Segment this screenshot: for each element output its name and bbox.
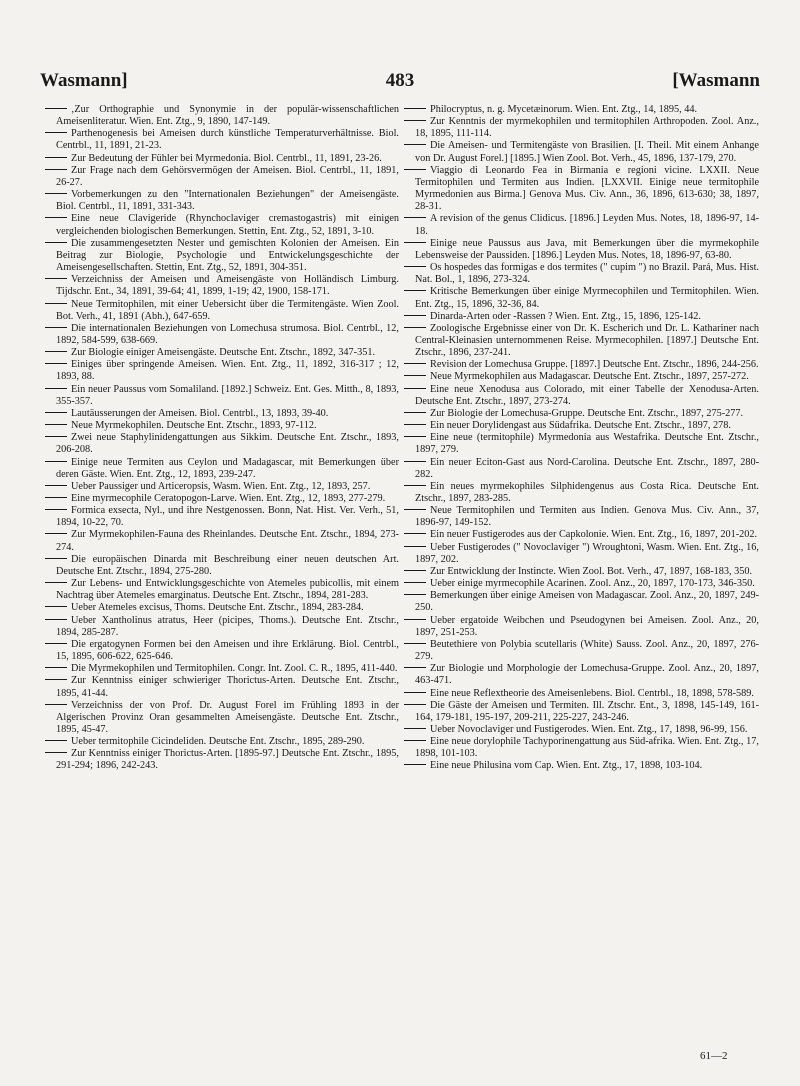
repeat-author-dash — [404, 116, 430, 128]
bibliography-entry — [404, 116, 759, 140]
repeat-author-dash — [45, 481, 71, 493]
bibliography-entry — [45, 274, 399, 298]
repeat-author-dash — [45, 274, 71, 286]
bibliography-entry — [45, 457, 399, 481]
bibliography-entry — [45, 615, 399, 639]
bibliography-entry — [404, 140, 759, 164]
repeat-author-dash — [45, 323, 71, 335]
repeat-author-dash — [404, 736, 430, 748]
bibliography-entry — [45, 323, 399, 347]
bibliography-entry — [404, 384, 759, 408]
bibliography-entry — [404, 529, 759, 541]
left-column — [45, 104, 399, 773]
repeat-author-dash — [404, 590, 430, 602]
entry-text: Neue Myrmekophilen aus Madagascar. Deutsche Ent. Ztschr., 1897, 257-272. — [430, 371, 749, 383]
bibliography-entry — [404, 286, 759, 310]
repeat-author-dash — [404, 311, 430, 323]
repeat-author-dash — [404, 639, 430, 651]
entry-text: Zur Biologie einiger Ameisengäste. Deutsche Ent. Ztschr., 1892, 347-351. — [71, 347, 376, 359]
bibliography-entry — [404, 505, 759, 529]
repeat-author-dash — [45, 736, 71, 748]
repeat-author-dash — [404, 663, 430, 675]
entry-text: Eine neue dorylophile Tachyporinengattung aus Süd-afrika. Wien. Ent. Ztg., 17, 1898, 101-103. — [415, 736, 759, 760]
entry-text: Os hospedes das formigas e dos termites (" cupim ") no Brazil. Pará, Mus. Hist. Nat. Bol., 1, 1896, 273-324. — [415, 262, 759, 286]
repeat-author-dash — [45, 529, 71, 541]
entry-text: Zur Lebens- und Entwicklungsgeschichte von Atemeles pubicollis, mit einem Nachtrag über Atemeles emarginatus. Deutsche Ent. Ztschr., 1894, 281-283. — [56, 578, 399, 602]
bibliography-entry — [45, 408, 399, 420]
entry-text: Die Gäste der Ameisen und Termiten. Ill. Ztschr. Ent., 3, 1898, 145-149, 161-164, 179-181, 195-197, 209-211, 225-227, 243-246. — [415, 699, 759, 723]
repeat-author-dash — [45, 748, 71, 760]
bibliography-entry — [404, 165, 759, 214]
bibliography-entry — [45, 736, 399, 748]
entry-text: Zur Myrmekophilen-Fauna des Rheinlandes. Deutsche Ent. Ztschr., 1894, 273-274. — [56, 529, 399, 553]
bibliography-entry — [45, 432, 399, 456]
repeat-author-dash — [404, 238, 430, 250]
entry-text: Bemerkungen über einige Ameisen von Madagascar. Zool. Anz., 20, 1897, 249-250. — [415, 590, 759, 614]
repeat-author-dash — [45, 700, 71, 712]
entry-text: Dinarda-Arten oder -Rassen ? Wien. Ent. Ztg., 15, 1896, 125-142. — [430, 310, 701, 322]
bibliography-entry — [45, 663, 399, 675]
repeat-author-dash — [45, 238, 71, 250]
bibliography-entry — [404, 481, 759, 505]
repeat-author-dash — [45, 408, 71, 420]
bibliography-entry — [45, 347, 399, 359]
repeat-author-dash — [404, 286, 430, 298]
bibliography-entry — [404, 639, 759, 663]
repeat-author-dash — [404, 262, 430, 274]
bibliography-entry — [45, 529, 399, 553]
repeat-author-dash — [45, 104, 71, 116]
entry-text: A revision of the genus Clidicus. [1896.] Leyden Mus. Notes, 18, 1896-97, 14-18. — [415, 213, 759, 237]
repeat-author-dash — [45, 432, 71, 444]
repeat-author-dash — [404, 724, 430, 736]
entry-text: Die internationalen Beziehungen von Lomechusa strumosa. Biol. Centrbl., 12, 1892, 584-599, 638-669. — [56, 322, 399, 346]
entry-text: Ueber einige myrmecophile Acarinen. Zool. Anz., 20, 1897, 170-173, 346-350. — [430, 578, 755, 590]
repeat-author-dash — [404, 384, 430, 396]
repeat-author-dash — [404, 420, 430, 432]
bibliography-entry — [45, 505, 399, 529]
repeat-author-dash — [404, 457, 430, 469]
bibliography-entry — [404, 432, 759, 456]
repeat-author-dash — [404, 578, 430, 590]
bibliography-entry — [45, 493, 399, 505]
entry-text: Ueber Paussiger und Articeropsis, Wasm. Wien. Ent. Ztg., 12, 1893, 257. — [71, 480, 371, 492]
entry-text: Neue Termitophilen, mit einer Uebersicht über die Termitengäste. Wien Zool. Bot. Verh., 41, 1891 (Abh.), 647-659. — [56, 298, 399, 322]
header-author-right: [Wasmann — [672, 70, 760, 91]
bibliography-entry — [404, 736, 759, 760]
repeat-author-dash — [404, 432, 430, 444]
entry-text: Zur Biologie der Lomechusa-Gruppe. Deutsche Ent. Ztschr., 1897, 275-277. — [430, 407, 744, 419]
entry-text: Die europäischen Dinarda mit Beschreibung einer neuen deutschen Art. Deutsche Ent. Ztschr., 1894, 275-280. — [56, 553, 399, 577]
bibliography-entry — [45, 384, 399, 408]
bibliography-entry — [404, 262, 759, 286]
bibliography-entry — [45, 748, 399, 772]
bibliography-entry — [404, 566, 759, 578]
entry-text: Zur Kenntnis der myrmekophilen und termitophilen Arthropoden. Zool. Anz., 18, 1895, 111-114. — [415, 116, 759, 140]
bibliography-entry — [45, 104, 399, 128]
repeat-author-dash — [45, 384, 71, 396]
entry-text: Viaggio di Leonardo Fea in Birmania e regioni vicine. LXXII. Neue Termitophilen und Termiten aus Indien. [LXXVII. Einige neue termitophile Myrmedonien aus Birma.] Genova Mus. Civ. Ann., 36, 1896, 613-630; 38, 1897, 28-31. — [415, 164, 759, 213]
entry-text: Zur Kenntniss einiger schwieriger Thorictus-Arten. Deutsche Ent. Ztschr., 1895, 41-44. — [56, 675, 399, 699]
bibliography-entry — [404, 420, 759, 432]
entry-text: Ein neuer Fustigerodes aus der Capkolonie. Wien. Ent. Ztg., 16, 1897, 201-202. — [430, 529, 758, 541]
entry-text: Zur Biologie und Morphologie der Lomechusa-Gruppe. Zool. Anz., 20, 1897, 463-471. — [415, 663, 759, 687]
entry-text: Lautäusserungen der Ameisen. Biol. Centrbl., 13, 1893, 39-40. — [71, 407, 329, 419]
repeat-author-dash — [45, 615, 71, 627]
bibliography-entry — [45, 554, 399, 578]
bibliography-entry — [404, 213, 759, 237]
bibliography-entry — [404, 688, 759, 700]
repeat-author-dash — [404, 408, 430, 420]
repeat-author-dash — [45, 663, 71, 675]
repeat-author-dash — [45, 153, 71, 165]
repeat-author-dash — [404, 760, 430, 772]
bibliography-entry — [45, 153, 399, 165]
repeat-author-dash — [404, 566, 430, 578]
repeat-author-dash — [404, 529, 430, 541]
bibliography-entry — [45, 165, 399, 189]
entry-text: Zwei neue Staphylinidengattungen aus Sikkim. Deutsche Ent. Ztschr., 1893, 206-208. — [56, 432, 399, 456]
bibliography-entry — [404, 724, 759, 736]
bibliography-entry — [45, 213, 399, 237]
entry-text: Vorbemerkungen zu den "Internationalen Beziehungen" der Ameisengäste. Biol. Centrbl., 11, 1891, 331-343. — [56, 189, 399, 213]
entry-text: Eine myrmecophile Ceratopogon-Larve. Wien. Ent. Ztg., 12, 1893, 277-279. — [71, 493, 386, 504]
bibliography-entry — [404, 371, 759, 383]
bibliography-entry — [45, 189, 399, 213]
bibliography-entry — [45, 299, 399, 323]
entry-text: Ueber Atemeles excisus, Thoms. Deutsche Ent. Ztschr., 1894, 283-284. — [71, 602, 364, 614]
repeat-author-dash — [45, 165, 71, 177]
repeat-author-dash — [404, 481, 430, 493]
bibliography-entry — [45, 675, 399, 699]
repeat-author-dash — [45, 299, 71, 311]
entry-text: Formica exsecta, Nyl., und ihre Nestgenossen. Bonn, Nat. Hist. Ver. Verh., 51, 1894, 10-22, 70. — [56, 505, 399, 529]
repeat-author-dash — [404, 505, 430, 517]
bibliography-entry — [45, 359, 399, 383]
repeat-author-dash — [45, 493, 71, 505]
entry-text: Ueber Fustigerodes (" Novoclaviger ") Wroughtoni, Wasm. Wien. Ent. Ztg., 16, 1897, 202. — [415, 541, 759, 565]
bibliography-entry — [45, 238, 399, 274]
bibliography-entry — [45, 578, 399, 602]
entry-text: Eine neue Clavigeride (Rhynchoclaviger cremastogastris) mit einigen vergleichenden biologischen Bemerkungen. Stettin, Ent. Ztg., 52, 1891, 3-10. — [56, 213, 399, 237]
entry-text: ‚Zur Orthographie und Synonymie in der populär-wissenschaftlichen Ameisenliteratur. Wien. Ent. Ztg., 9, 1890, 147-149. — [56, 104, 399, 128]
entry-text: Eine neue (termitophile) Myrmedonia aus Westafrika. Deutsche Ent. Ztschr., 1897, 279. — [415, 432, 759, 456]
entry-text: Ueber ergatoide Weibchen und Pseudogynen bei Ameisen. Zool. Anz., 20, 1897, 251-253. — [415, 614, 759, 638]
repeat-author-dash — [45, 420, 71, 432]
entry-text: Einiges über springende Ameisen. Wien. Ent. Ztg., 11, 1892, 316-317 ; 12, 1893, 88. — [56, 359, 399, 383]
entry-text: Die ergatogynen Formen bei den Ameisen und ihre Erklärung. Biol. Centrbl., 15, 1895, 606-622, 625-646. — [56, 638, 399, 663]
repeat-author-dash — [45, 505, 71, 517]
entry-text: Neue Termitophilen und Termiten aus Indien. Genova Mus. Civ. Ann., 37, 1896-97, 149-152. — [415, 505, 759, 529]
entry-text: Einige neue Termiten aus Ceylon und Madagascar, mit Bemerkungen über deren Gäste. Wien. Ent. Ztg., 12, 1893, 239-247. — [56, 456, 399, 480]
bibliography-entry — [404, 590, 759, 614]
entry-text: Philocryptus, n. g. Mycetæinorum. Wien. Ent. Ztg., 14, 1895, 44. — [430, 104, 698, 115]
entry-text: Verzeichniss der von Prof. Dr. August Forel im Frühling 1893 in der Algerischen Provinz Oran gesammelten Ameisengäste. Deutsche Ent. Ztschr., 1895, 45-47. — [56, 699, 399, 735]
repeat-author-dash — [404, 140, 430, 152]
entry-text: Ueber Novoclaviger und Fustigerodes. Wien. Ent. Ztg., 17, 1898, 96-99, 156. — [430, 723, 748, 735]
page-number: 483 — [385, 70, 415, 91]
bibliography-entry — [404, 104, 759, 116]
repeat-author-dash — [45, 639, 71, 651]
repeat-author-dash — [45, 128, 71, 140]
repeat-author-dash — [404, 359, 430, 371]
entry-text: Neue Myrmekophilen. Deutsche Ent. Ztschr., 1893, 97-112. — [71, 420, 317, 432]
repeat-author-dash — [45, 213, 71, 225]
entry-text: Ein neuer Paussus vom Somaliland. [1892.] Schweiz. Ent. Ges. Mitth., 8, 1893, 355-357. — [56, 383, 399, 407]
bibliography-entry — [45, 128, 399, 152]
repeat-author-dash — [404, 688, 430, 700]
entry-text: Ueber termitophile Cicindeliden. Deutsche Ent. Ztschr., 1895, 289-290. — [71, 736, 365, 748]
entry-text: Zur Entwicklung der Instincte. Wien Zool. Bot. Verh., 47, 1897, 168-183, 350. — [430, 565, 753, 577]
repeat-author-dash — [45, 675, 71, 687]
repeat-author-dash — [404, 615, 430, 627]
entry-text: Eine neue Reflextheorie des Ameisenlebens. Biol. Centrbl., 18, 1898, 578-589. — [430, 687, 754, 699]
entry-text: Ueber Xantholinus atratus, Heer (picipes, Thoms.). Deutsche Ent. Ztschr., 1894, 285-287. — [56, 614, 399, 638]
bibliography-entry — [45, 420, 399, 432]
bibliography-entry — [404, 760, 759, 772]
repeat-author-dash — [45, 457, 71, 469]
entry-text: Die zusammengesetzten Nester und gemischten Kolonien der Ameisen. Ein Beitrag zur Biologie, Psychologie und Entwickelungsgeschichte der Ameisengesellschaften. Stettin, Ent. Ztg., 52, 1891, 304-351. — [56, 237, 399, 274]
bibliography-entry — [45, 602, 399, 614]
repeat-author-dash — [45, 578, 71, 590]
repeat-author-dash — [45, 602, 71, 614]
entry-text: Parthenogenesis bei Ameisen durch künstliche Temperaturverhältnisse. Biol. Centrbl., 11, 1891, 21-23. — [56, 128, 399, 152]
bibliography-entry — [404, 663, 759, 687]
entry-text: Verzeichniss der Ameisen und Ameisengäste von Holländisch Limburg. Tijdschr. Ent., 34, 1891, 39-64; 41, 1899, 1-19; 42, 1900, 158-171. — [56, 274, 399, 298]
entry-text: Eine neue Xenodusa aus Colorado, mit einer Tabelle der Xenodusa-Arten. Deutsche Ent. Ztschr., 1897, 273-274. — [415, 383, 759, 407]
entry-text: Beutethiere von Polybia scutellaris (White) Sauss. Zool. Anz., 20, 1897, 276-279. — [415, 638, 759, 663]
entry-text: Die Myrmekophilen und Termitophilen. Congr. Int. Zool. C. R., 1895, 411-440. — [71, 663, 398, 675]
page-header — [40, 70, 760, 94]
bibliography-entry — [45, 700, 399, 736]
repeat-author-dash — [45, 554, 71, 566]
bibliography-entry — [404, 615, 759, 639]
entry-text: Zur Kenntniss einiger Thorictus-Arten. [1895-97.] Deutsche Ent. Ztschr., 1895, 291-294; 1896, 242-243. — [56, 748, 399, 772]
bibliography-entry — [404, 542, 759, 566]
bibliography-entry — [404, 408, 759, 420]
repeat-author-dash — [45, 359, 71, 371]
entry-text: Ein neuer Dorylidengast aus Südafrika. Deutsche Ent. Ztschr., 1897, 278. — [430, 420, 731, 432]
repeat-author-dash — [45, 347, 71, 359]
printer-signature: 61—2 — [700, 1050, 728, 1062]
entry-text: Revision der Lomechusa Gruppe. [1897.] Deutsche Ent. Ztschr., 1896, 244-256. — [430, 359, 759, 371]
header-author-left: Wasmann] — [40, 70, 128, 91]
repeat-author-dash — [45, 189, 71, 201]
repeat-author-dash — [404, 371, 430, 383]
bibliography-entry — [404, 323, 759, 359]
entry-text: Die Ameisen- und Termitengäste von Brasilien. [I. Theil. Mit einem Anhange von Dr. August Forel.] [1895.] Wien Zool. Bot. Verh., 45, 1896, 137-179, 270. — [415, 140, 759, 164]
bibliography-entry — [45, 639, 399, 663]
repeat-author-dash — [404, 213, 430, 225]
entry-text: Eine neue Philusina vom Cap. Wien. Ent. Ztg., 17, 1898, 103-104. — [430, 760, 703, 772]
repeat-author-dash — [404, 104, 430, 116]
bibliography-entry — [45, 481, 399, 493]
entry-text: Kritische Bemerkungen über einige Myrmecophilen und Termitophilen. Wien. Ent. Ztg., 15, 1896, 32-36, 84. — [415, 286, 759, 310]
bibliography-entry — [404, 700, 759, 724]
entry-text: Ein neues myrmekophiles Silphidengenus aus Costa Rica. Deutsche Ent. Ztschr., 1897, 283-285. — [415, 480, 759, 504]
repeat-author-dash — [404, 165, 430, 177]
entry-text: Einige neue Paussus aus Java, mit Bemerkungen über die myrmekophile Lebensweise der Paussiden. [1896.] Leyden Mus. Notes, 18, 1896-97, 63-80. — [415, 237, 759, 261]
bibliography-entry — [404, 359, 759, 371]
right-column — [404, 104, 759, 773]
repeat-author-dash — [404, 542, 430, 554]
entry-text: Zur Frage nach dem Gehörsvermögen der Ameisen. Biol. Centrbl., 11, 1891, 26-27. — [56, 164, 399, 188]
repeat-author-dash — [404, 700, 430, 712]
bibliography-entry — [404, 578, 759, 590]
bibliography-entry — [404, 238, 759, 262]
entry-text: Zoologische Ergebnisse einer von Dr. K. Escherich und Dr. L. Kathariner nach Central-Kleinasien unternommenen Reise. Myrmecophilen. [1897.] Deutsche Ent. Ztschr., 1896, 237-241. — [415, 322, 759, 359]
bibliography-entry — [404, 311, 759, 323]
entry-text: Ein neuer Eciton-Gast aus Nord-Carolina. Deutsche Ent. Ztschr., 1897, 280-282. — [415, 456, 759, 480]
repeat-author-dash — [404, 323, 430, 335]
bibliography-entry — [404, 457, 759, 481]
entry-text: Zur Bedeutung der Fühler bei Myrmedonia. Biol. Centrbl., 11, 1891, 23-26. — [71, 152, 382, 164]
